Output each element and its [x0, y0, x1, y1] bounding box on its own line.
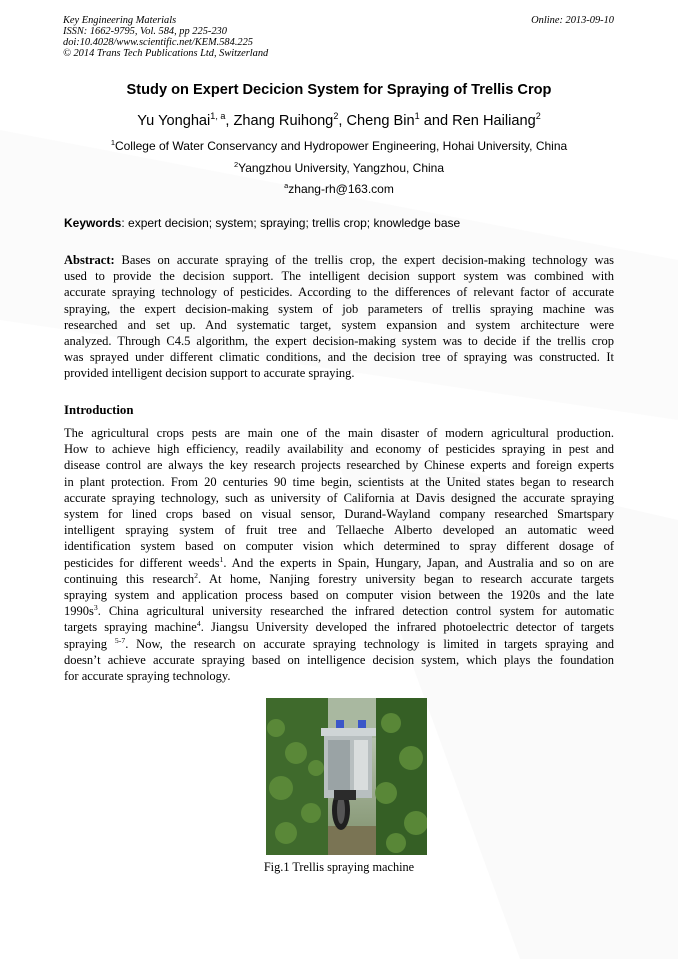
introduction-line [64, 441, 614, 457]
abstract-line: spraying, the expert decision-making system of job parameters of trellis spraying machine was [64, 301, 614, 316]
introduction-line [64, 457, 614, 473]
journal-name: Key Engineering Materials [63, 15, 177, 26]
abstract-text: Bases on accurate spraying of the trellis crop, the expert decision-making technology was [114, 253, 614, 267]
introduction-text: . Now, the research on accurate spraying technology is limited in targets spraying and [125, 636, 614, 651]
doi-line: doi:10.4028/www.scientific.net/KEM.584.225 [63, 37, 253, 48]
figure-caption: Fig.1 Trellis spraying machine [263, 860, 415, 874]
issn-line: ISSN: 1662-9795, Vol. 584, pp 225-230 [63, 26, 227, 37]
introduction-line [64, 490, 614, 506]
author-sup: 2 [535, 111, 541, 122]
author-name: Yu Yonghai [137, 113, 211, 129]
introduction-text: . China agricultural university researched the infrared detection control system for automatic [97, 604, 614, 619]
introduction-text: spraying system and application process based on computer vision between the 1920s and the late [64, 588, 614, 603]
email-text: zhang-rh@163.com [288, 182, 394, 196]
keywords-label: Keywords [64, 216, 122, 230]
section-heading-introduction: Introduction [64, 403, 134, 417]
introduction-text: system for lined crops based on visual sensor, Durand-Wayland company researched Smartspary [64, 507, 614, 522]
introduction-line [64, 571, 614, 587]
introduction-text: . Jiangsu University developed the infrared photoelectric detector of targets [200, 620, 614, 635]
abstract-paragraph [64, 252, 614, 382]
introduction-text: identification system based on computer vision which determined to spray different dosage of [64, 539, 614, 554]
citation-ref: 5-7 [114, 635, 126, 645]
introduction-line [64, 425, 614, 441]
affiliation-text: Yangzhou University, Yangzhou, China [238, 161, 445, 175]
affiliation-sup: a [284, 181, 289, 190]
trellis-sprayer-photo [266, 698, 427, 855]
introduction-text: intelligent spraying system of fruit tree and Tellaeche Alberto developed an automatic weed [64, 523, 614, 538]
introduction-text: targets spraying machine [64, 620, 197, 635]
introduction-line [64, 636, 614, 652]
abstract-line: analyzed. Through C4.5 algorithm, the expert decision-making system was to decide if the trellis crop [64, 334, 614, 349]
introduction-line [64, 506, 614, 522]
introduction-line [64, 587, 614, 603]
introduction-line [64, 522, 614, 538]
author-list: Yu Yonghai$^{1, a}$, Zhang Ruihong$^2$, Cheng Bin$^1$ and Ren Hailiang$^2$ [137, 111, 541, 129]
abstract-line: provided intelligent decision support to accurate spraying. [64, 366, 355, 381]
introduction-line [64, 538, 614, 554]
introduction-line [64, 474, 614, 490]
affiliation-sup: 1 [110, 138, 115, 147]
introduction-text: 1990s [64, 604, 94, 619]
introduction-text: . At home, Nanjing forestry university began to research accurate targets [198, 571, 614, 586]
introduction-line [64, 668, 614, 684]
abstract-line [64, 252, 614, 268]
online-date: Online: 2013-09-10 [531, 15, 614, 26]
introduction-text: accurate spraying technology, such as university of California at Davis designed the accurate spraying [64, 490, 614, 505]
affiliation-1 [0, 139, 678, 153]
author-sup: 2 [333, 111, 339, 122]
introduction-line [64, 619, 614, 635]
author-sup: 1 [414, 111, 420, 122]
introduction-text: doesn’t achieve accurate spraying based on intelligence decision system, which plays the foundation [64, 652, 614, 667]
affiliation-email [0, 182, 678, 196]
abstract-line: accurate spraying technology of pesticides. According to the differences of relevant factor of accurate [64, 285, 614, 300]
keywords-line [64, 216, 460, 230]
citation-ref: 3 [93, 603, 98, 613]
introduction-text: disease control are always the key research projects researched by Chinese experts and foreign experts [64, 458, 614, 473]
author-sup: 1, a [210, 111, 226, 122]
introduction-line [64, 555, 614, 571]
citation-ref: 1 [219, 554, 224, 564]
introduction-text: . And the experts in Spain, Hungary, Japan, and Australia and so on are [223, 555, 614, 570]
affiliation-sup: 2 [233, 160, 239, 169]
journal-header [63, 15, 268, 59]
introduction-text: for accurate spraying technology. [64, 669, 231, 684]
introduction-line [64, 603, 614, 619]
abstract-line: used to provide the decision support. The intelligent decision support system was combined with [64, 269, 614, 284]
author-name: Cheng Bin [346, 113, 415, 129]
abstract-label: Abstract: [64, 253, 115, 267]
citation-ref: 4 [196, 619, 201, 629]
introduction-text: spraying [64, 636, 115, 651]
introduction-line [64, 652, 614, 668]
introduction-text: The agricultural crops pests are main one of the main disaster of modern agricultural production. [64, 426, 614, 440]
paper-title: Study on Expert Decicion System for Spraying of Trellis Crop [126, 82, 552, 98]
abstract-line: researched and set up. And systematic target, system expansion and system architecture were [64, 317, 614, 332]
abstract-line: was sprayed under different climatic conditions, and the decision tree of spraying was constructed. It [64, 350, 614, 365]
affiliation-text: College of Water Conservancy and Hydropower Engineering, Hohai University, China [114, 139, 568, 153]
introduction-paragraph [64, 425, 614, 684]
introduction-text: How to achieve high efficiency, readily availability and economy of pesticides spraying in pest and [64, 442, 614, 457]
citation-ref: 2 [194, 570, 199, 580]
affiliation-2 [0, 161, 678, 175]
introduction-text: continuing this research [64, 571, 195, 586]
introduction-text: pesticides for different weeds [64, 555, 220, 570]
author-name: Ren Hailiang [452, 113, 536, 129]
introduction-text: in plant protection. From 20 centuries 90 time begin, scientists at the United states began to research [64, 474, 614, 489]
keywords-text: : expert decision; system; spraying; trellis crop; knowledge base [121, 216, 461, 230]
copyright-line: © 2014 Trans Tech Publications Ltd, Switzerland [63, 48, 269, 59]
author-name: Zhang Ruihong [233, 113, 334, 129]
